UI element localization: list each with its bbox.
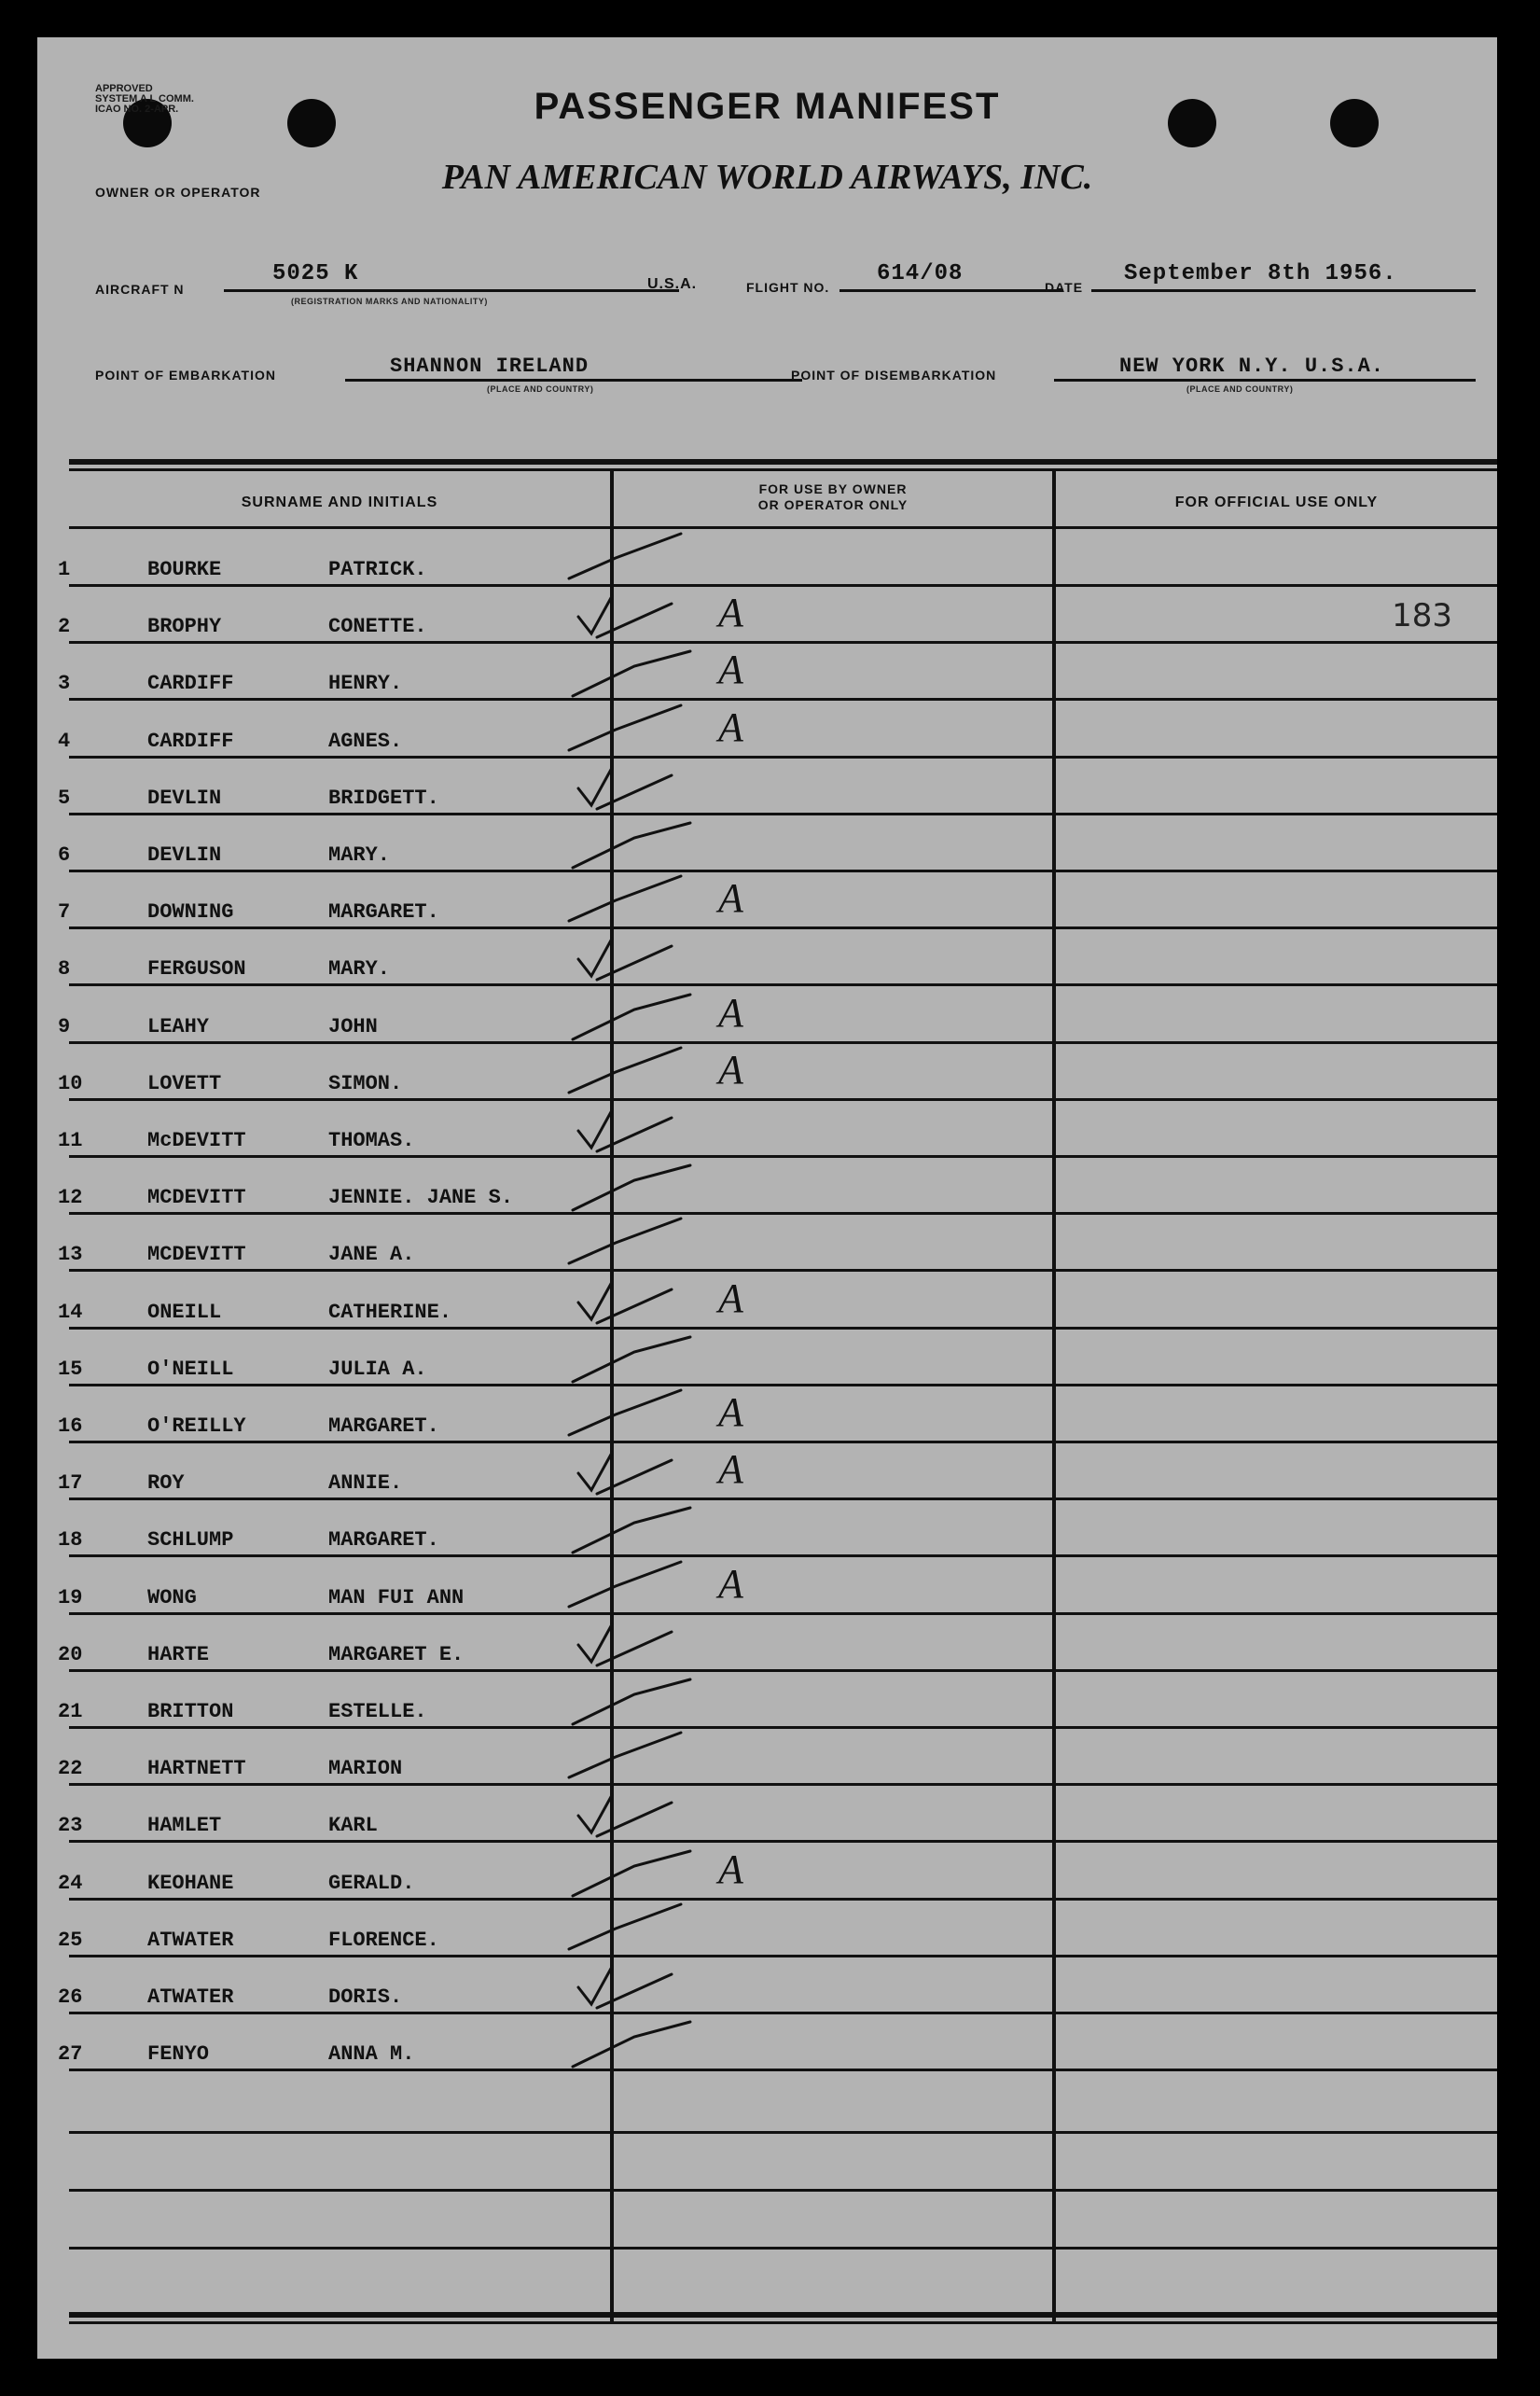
- owner-mark: A: [718, 1275, 743, 1321]
- passenger-surname: HARTNETT: [147, 1757, 246, 1781]
- flight-underline: [839, 289, 1063, 292]
- table-row: [37, 1729, 1497, 1786]
- passenger-given-names: MARION: [328, 1757, 403, 1781]
- owner-mark: A: [718, 1046, 743, 1093]
- row-number: 25: [58, 1928, 83, 1952]
- disembark-sub: (PLACE AND COUNTRY): [1186, 384, 1294, 394]
- blank-line: [69, 2131, 1497, 2134]
- table-row: [37, 1215, 1497, 1272]
- table-row: [37, 1330, 1497, 1386]
- passenger-given-names: FLORENCE.: [328, 1928, 439, 1952]
- row-rule: [69, 2069, 1497, 2071]
- blank-line: [69, 2247, 1497, 2250]
- passenger-given-names: CATHERINE.: [328, 1300, 452, 1324]
- owner-label: OWNER OR OPERATOR: [95, 185, 261, 200]
- passenger-surname: MCDEVITT: [147, 1243, 246, 1267]
- table-row: [37, 929, 1497, 986]
- row-number: 7: [58, 900, 71, 925]
- passenger-given-names: MAN FUI ANN: [328, 1585, 465, 1609]
- passenger-surname: ATWATER: [147, 1985, 234, 2009]
- row-number: 17: [58, 1471, 83, 1496]
- table-row: [37, 1558, 1497, 1615]
- row-number: 9: [58, 1014, 71, 1038]
- passenger-given-names: MARGARET.: [328, 1414, 439, 1438]
- passenger-surname: LOVETT: [147, 1071, 222, 1095]
- passenger-surname: HAMLET: [147, 1814, 222, 1838]
- flight-label: FLIGHT NO.: [746, 280, 830, 295]
- passenger-surname: LEAHY: [147, 1014, 210, 1038]
- table-row: [37, 815, 1497, 872]
- date-value: September 8th 1956.: [1124, 261, 1397, 286]
- table-row: [37, 2014, 1497, 2071]
- table-row: [37, 872, 1497, 929]
- embark-value: SHANNON IRELAND: [390, 355, 590, 378]
- disembark-underline: [1054, 379, 1476, 382]
- table-row: [37, 1044, 1497, 1101]
- table-row: [37, 530, 1497, 587]
- embark-label: POINT OF EMBARKATION: [95, 368, 276, 383]
- row-number: 15: [58, 1357, 83, 1381]
- col-head-surname: SURNAME AND INITIALS: [241, 495, 438, 510]
- table-row: [37, 1500, 1497, 1557]
- row-number: 4: [58, 729, 71, 753]
- aircraft-sub: (REGISTRATION MARKS AND NATIONALITY): [291, 297, 488, 306]
- col-head-official: FOR OFFICIAL USE ONLY: [1174, 495, 1379, 510]
- table-top-rule-2: [69, 468, 1497, 471]
- passenger-given-names: KARL: [328, 1814, 378, 1838]
- aircraft-underline: [224, 289, 679, 292]
- passenger-given-names: MARY.: [328, 843, 391, 867]
- disembark-label: POINT OF DISEMBARKATION: [791, 368, 997, 383]
- owner-mark: A: [718, 1560, 743, 1607]
- passenger-surname: DEVLIN: [147, 786, 222, 810]
- passenger-given-names: PATRICK.: [328, 558, 427, 581]
- owner-mark: A: [718, 1846, 743, 1892]
- row-number: 20: [58, 1642, 83, 1666]
- passenger-surname: ROY: [147, 1471, 185, 1496]
- row-number: 8: [58, 957, 71, 982]
- official-number: 183: [1392, 597, 1452, 635]
- table-row: [37, 1101, 1497, 1158]
- manifest-sheet: [37, 37, 1497, 2359]
- col-head-owner: FOR USE BY OWNER OR OPERATOR ONLY: [757, 481, 909, 512]
- blank-line: [69, 2189, 1497, 2192]
- passenger-given-names: THOMAS.: [328, 1129, 415, 1152]
- row-number: 21: [58, 1700, 83, 1723]
- passenger-surname: KEOHANE: [147, 1871, 234, 1895]
- embark-sub: (PLACE AND COUNTRY): [487, 384, 594, 394]
- usa-label: U.S.A.: [647, 276, 698, 292]
- table-row: [37, 702, 1497, 759]
- table-row: [37, 1273, 1497, 1330]
- approved-stamp: APPROVED SYSTEM A L COMM. ICAO NO. 2-APR.: [95, 83, 194, 115]
- passenger-given-names: JOHN: [328, 1014, 378, 1038]
- passenger-surname: ONEILL: [147, 1300, 222, 1324]
- passenger-surname: FERGUSON: [147, 957, 246, 982]
- passenger-surname: CARDIFF: [147, 729, 234, 753]
- table-row: [37, 1615, 1497, 1672]
- passenger-given-names: MARY.: [328, 957, 391, 982]
- flight-value: 614/08: [877, 261, 964, 286]
- aircraft-label: AIRCRAFT N: [95, 282, 185, 297]
- passenger-given-names: JULIA A.: [328, 1357, 427, 1381]
- passenger-surname: FENYO: [147, 2042, 210, 2067]
- passenger-given-names: MARGARET.: [328, 1528, 439, 1553]
- table-row: [37, 587, 1497, 644]
- passenger-given-names: ANNIE.: [328, 1471, 403, 1496]
- owner-mark: A: [718, 703, 743, 750]
- table-bottom-rule-2: [69, 2321, 1497, 2324]
- passenger-surname: CARDIFF: [147, 672, 234, 696]
- row-number: 19: [58, 1585, 83, 1609]
- check-mark-icon: [560, 2005, 709, 2080]
- table-bottom-rule: [69, 2312, 1497, 2318]
- passenger-surname: BOURKE: [147, 558, 222, 581]
- row-number: 10: [58, 1071, 83, 1095]
- passenger-given-names: ANNA M.: [328, 2042, 415, 2067]
- aircraft-value: 5025 K: [272, 261, 359, 286]
- row-number: 12: [58, 1186, 83, 1210]
- passenger-surname: ATWATER: [147, 1928, 234, 1952]
- passenger-surname: DEVLIN: [147, 843, 222, 867]
- row-number: 22: [58, 1757, 83, 1781]
- table-row: [37, 1844, 1497, 1901]
- row-number: 2: [58, 615, 71, 639]
- passenger-given-names: HENRY.: [328, 672, 403, 696]
- table-row: [37, 1901, 1497, 1957]
- row-number: 6: [58, 843, 71, 867]
- passenger-surname: SCHLUMP: [147, 1528, 234, 1553]
- passenger-given-names: JENNIE. JANE S.: [328, 1186, 514, 1210]
- passenger-given-names: CONETTE.: [328, 615, 427, 639]
- row-number: 3: [58, 672, 71, 696]
- passenger-given-names: MARGARET E.: [328, 1642, 465, 1666]
- table-row: [37, 759, 1497, 815]
- date-underline: [1091, 289, 1476, 292]
- passenger-surname: MCDEVITT: [147, 1186, 246, 1210]
- embark-underline: [345, 379, 802, 382]
- passenger-given-names: ESTELLE.: [328, 1700, 427, 1723]
- row-number: 5: [58, 786, 71, 810]
- owner-mark: A: [718, 1446, 743, 1493]
- table-row: [37, 1386, 1497, 1443]
- passenger-surname: BROPHY: [147, 615, 222, 639]
- row-number: 1: [58, 558, 71, 581]
- row-number: 14: [58, 1300, 83, 1324]
- row-number: 27: [58, 2042, 83, 2067]
- page-title: PASSENGER MANIFEST: [534, 86, 1001, 127]
- passenger-given-names: AGNES.: [328, 729, 403, 753]
- row-number: 13: [58, 1243, 83, 1267]
- passenger-given-names: JANE A.: [328, 1243, 415, 1267]
- row-number: 23: [58, 1814, 83, 1838]
- owner-mark: A: [718, 989, 743, 1036]
- table-row: [37, 1443, 1497, 1500]
- passenger-surname: O'REILLY: [147, 1414, 246, 1438]
- passenger-surname: DOWNING: [147, 900, 234, 925]
- passenger-surname: HARTE: [147, 1642, 210, 1666]
- disembark-value: NEW YORK N.Y. U.S.A.: [1119, 355, 1385, 378]
- airline-name: PAN AMERICAN WORLD AIRWAYS, INC.: [441, 158, 1093, 197]
- row-number: 16: [58, 1414, 83, 1438]
- row-number: 24: [58, 1871, 83, 1895]
- passenger-given-names: SIMON.: [328, 1071, 403, 1095]
- owner-mark: A: [718, 1389, 743, 1435]
- row-number: 26: [58, 1985, 83, 2009]
- passenger-given-names: MARGARET.: [328, 900, 439, 925]
- row-number: 18: [58, 1528, 83, 1553]
- header-rule: [69, 526, 1497, 529]
- table-row: [37, 1786, 1497, 1843]
- passenger-surname: O'NEILL: [147, 1357, 234, 1381]
- owner-mark: A: [718, 590, 743, 636]
- table-row: [37, 1957, 1497, 2014]
- passenger-given-names: GERALD.: [328, 1871, 415, 1895]
- owner-mark: A: [718, 647, 743, 693]
- table-row: [37, 1672, 1497, 1729]
- passenger-surname: McDEVITT: [147, 1129, 246, 1152]
- row-number: 11: [58, 1129, 83, 1152]
- passenger-given-names: BRIDGETT.: [328, 786, 439, 810]
- table-row: [37, 1158, 1497, 1215]
- owner-mark: A: [718, 875, 743, 922]
- table-row: [37, 987, 1497, 1044]
- passenger-surname: BRITTON: [147, 1700, 234, 1723]
- passenger-given-names: DORIS.: [328, 1985, 403, 2009]
- passenger-surname: WONG: [147, 1585, 197, 1609]
- date-label: DATE: [1045, 280, 1084, 295]
- table-top-rule: [69, 459, 1497, 465]
- table-row: [37, 644, 1497, 701]
